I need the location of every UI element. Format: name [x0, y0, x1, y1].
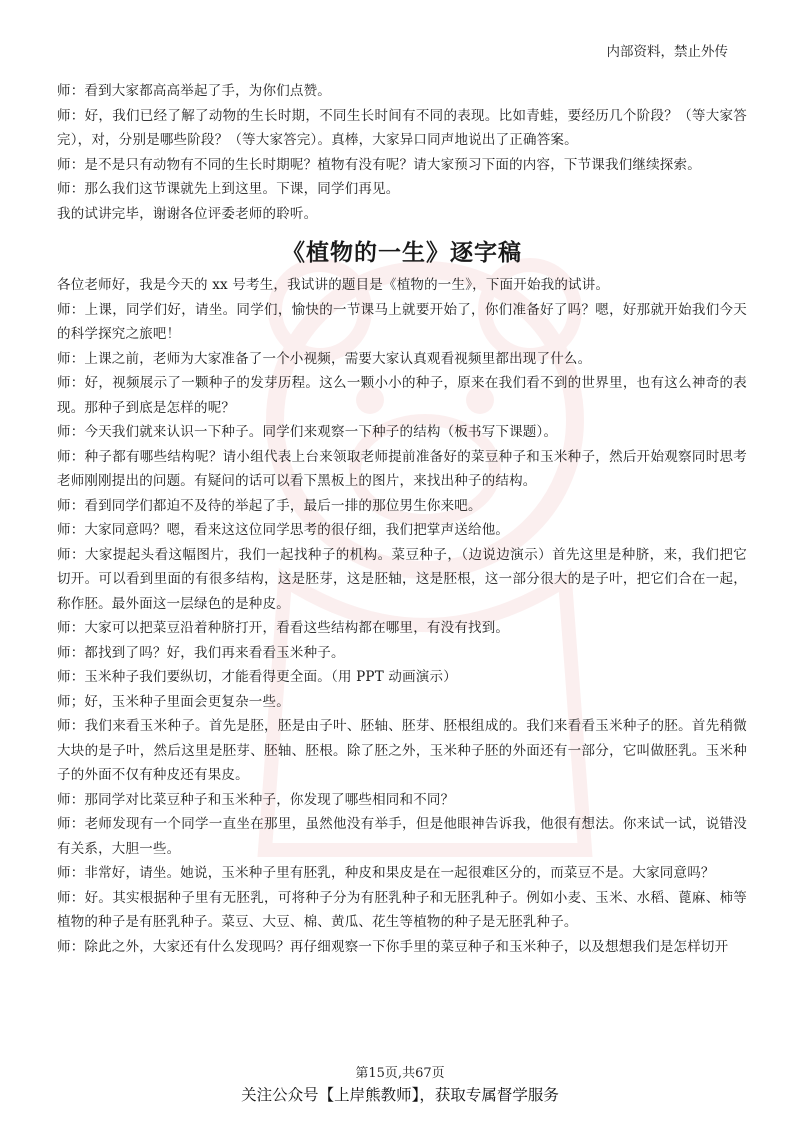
document-title: 《植物的一生》逐字稿 — [282, 240, 522, 266]
body-paragraph: 师：老师发现有一个同学一直坐在那里，虽然他没有举手，但是他眼神告诉我，他很有想法。你来试一试，说错没有关系，大胆一些。 — [57, 816, 747, 857]
body-paragraph: 师：大家同意吗？嗯，看来这这位同学思考的很仔细，我们把掌声送给他。 — [57, 522, 510, 538]
intro-paragraph: 师：那么我们这节课就先上到这里。下课，同学们再见。 — [57, 181, 400, 197]
body-paragraph: 师：我们来看玉米种子。首先是胚，胚是由子叶、胚轴、胚芽、胚根组成的。我们来看看玉米种子的胚。首先稍微大块的是子叶，然后这里是胚芽、胚轴、胚根。除了胚之外，玉米种子胚的外面还有一部分，它叫做胚乳。玉米种子的外面不仅有种皮还有果皮。 — [57, 718, 747, 783]
footer-promo: 关注公众号【上岸熊教师】，获取专属督学服务 — [241, 1086, 559, 1104]
body-paragraph: 师：玉米种子我们要纵切，才能看得更全面。（用 PPT 动画演示） — [57, 669, 457, 685]
body-paragraph: 师：非常好，请坐。她说，玉米种子里有胚乳，种皮和果皮是在一起很难区分的，而菜豆不是。大家同意吗？ — [57, 865, 715, 881]
body-paragraph: 师：看到同学们都迫不及待的举起了手，最后一排的那位男生你来吧。 — [57, 497, 482, 514]
body-paragraph: 师：除此之外，大家还有什么发现吗？再仔细观察一下你手里的菜豆种子和玉米种子，以及想想我们是怎样切开 — [57, 938, 729, 955]
body-paragraph: 师：上课之前，老师为大家准备了一个小视频，需要大家认真观看视频里都出现了什么。 — [57, 350, 592, 367]
page-number: 第15页,共67页 — [355, 1066, 445, 1081]
body-paragraph: 师；好，玉米种子里面会更复杂一些。 — [57, 693, 290, 710]
intro-paragraph: 师：看到大家都高高举起了手，为你们点赞。 — [57, 83, 331, 99]
body-paragraph: 师：上课，同学们好，请坐。同学们，愉快的一节课马上就要开始了，你们准备好了吗？嗯，好那就开始我们今天的科学探究之旅吧！ — [57, 301, 747, 342]
confidential-note: 内部资料，禁止外传 — [606, 44, 728, 60]
body-paragraph: 师：都找到了吗？好，我们再来看看玉米种子。 — [57, 644, 345, 661]
body-paragraph: 师：今天我们就来认识一下种子。同学们来观察一下种子的结构（板书写下课题）。 — [57, 424, 558, 440]
body-paragraph: 师：那同学对比菜豆种子和玉米种子，你发现了哪些相同和不同？ — [57, 791, 455, 808]
body-paragraph: 各位老师好，我是今天的 xx 号考生，我试讲的题目是《植物的一生》，下面开始我的试讲。 — [57, 277, 610, 293]
document-body — [57, 79, 747, 959]
body-paragraph: 师：大家可以把菜豆沿着种脐打开，看看这些结构都在哪里，有没有找到。 — [57, 620, 510, 636]
body-paragraph: 师：大家提起头看这幅图片，我们一起找种子的机构。菜豆种子，（边说边演示）首先这里是种脐，来，我们把它切开。可以看到里面的有很多结构，这是胚芽，这是胚轴，这是胚根，这一部分很大的是子叶，把它们合在一起，称作胚。最外面这一层绿色的是种皮。 — [57, 546, 747, 612]
body-paragraph: 师：种子都有哪些结构呢？请小组代表上台来领取老师提前准备好的菜豆种子和玉米种子，然后开始观察同时思考老师刚刚提出的问题。有疑问的话可以看下黑板上的图片，来找出种子的结构。 — [57, 448, 747, 489]
intro-paragraph: 师：是不是只有动物有不同的生长时期呢？植物有没有呢？请大家预习下面的内容，下节课我们继续探索。 — [57, 156, 701, 173]
intro-paragraph: 我的试讲完毕，谢谢各位评委老师的聆听。 — [57, 205, 318, 222]
intro-paragraph: 师：好，我们已经了解了动物的生长时期，不同生长时间有不同的表现。比如青蛙，要经历几个阶段？（等大家答完），对，分别是哪些阶段？（等大家答完）。真棒，大家异口同声地说出了正确答案。 — [57, 107, 747, 148]
body-paragraph: 师：好。其实根据种子里有无胚乳，可将种子分为有胚乳种子和无胚乳种子。例如小麦、玉米、水稻、蓖麻、柿等植物的种子是有胚乳种子。菜豆、大豆、棉、黄瓜、花生等植物的种子是无胚乳种子。 — [57, 889, 747, 930]
body-paragraph: 师：好，视频展示了一颗种子的发芽历程。这么一颗小小的种子，原来在我们看不到的世界里，也有这么神奇的表现。那种子到底是怎样的呢？ — [57, 375, 747, 416]
